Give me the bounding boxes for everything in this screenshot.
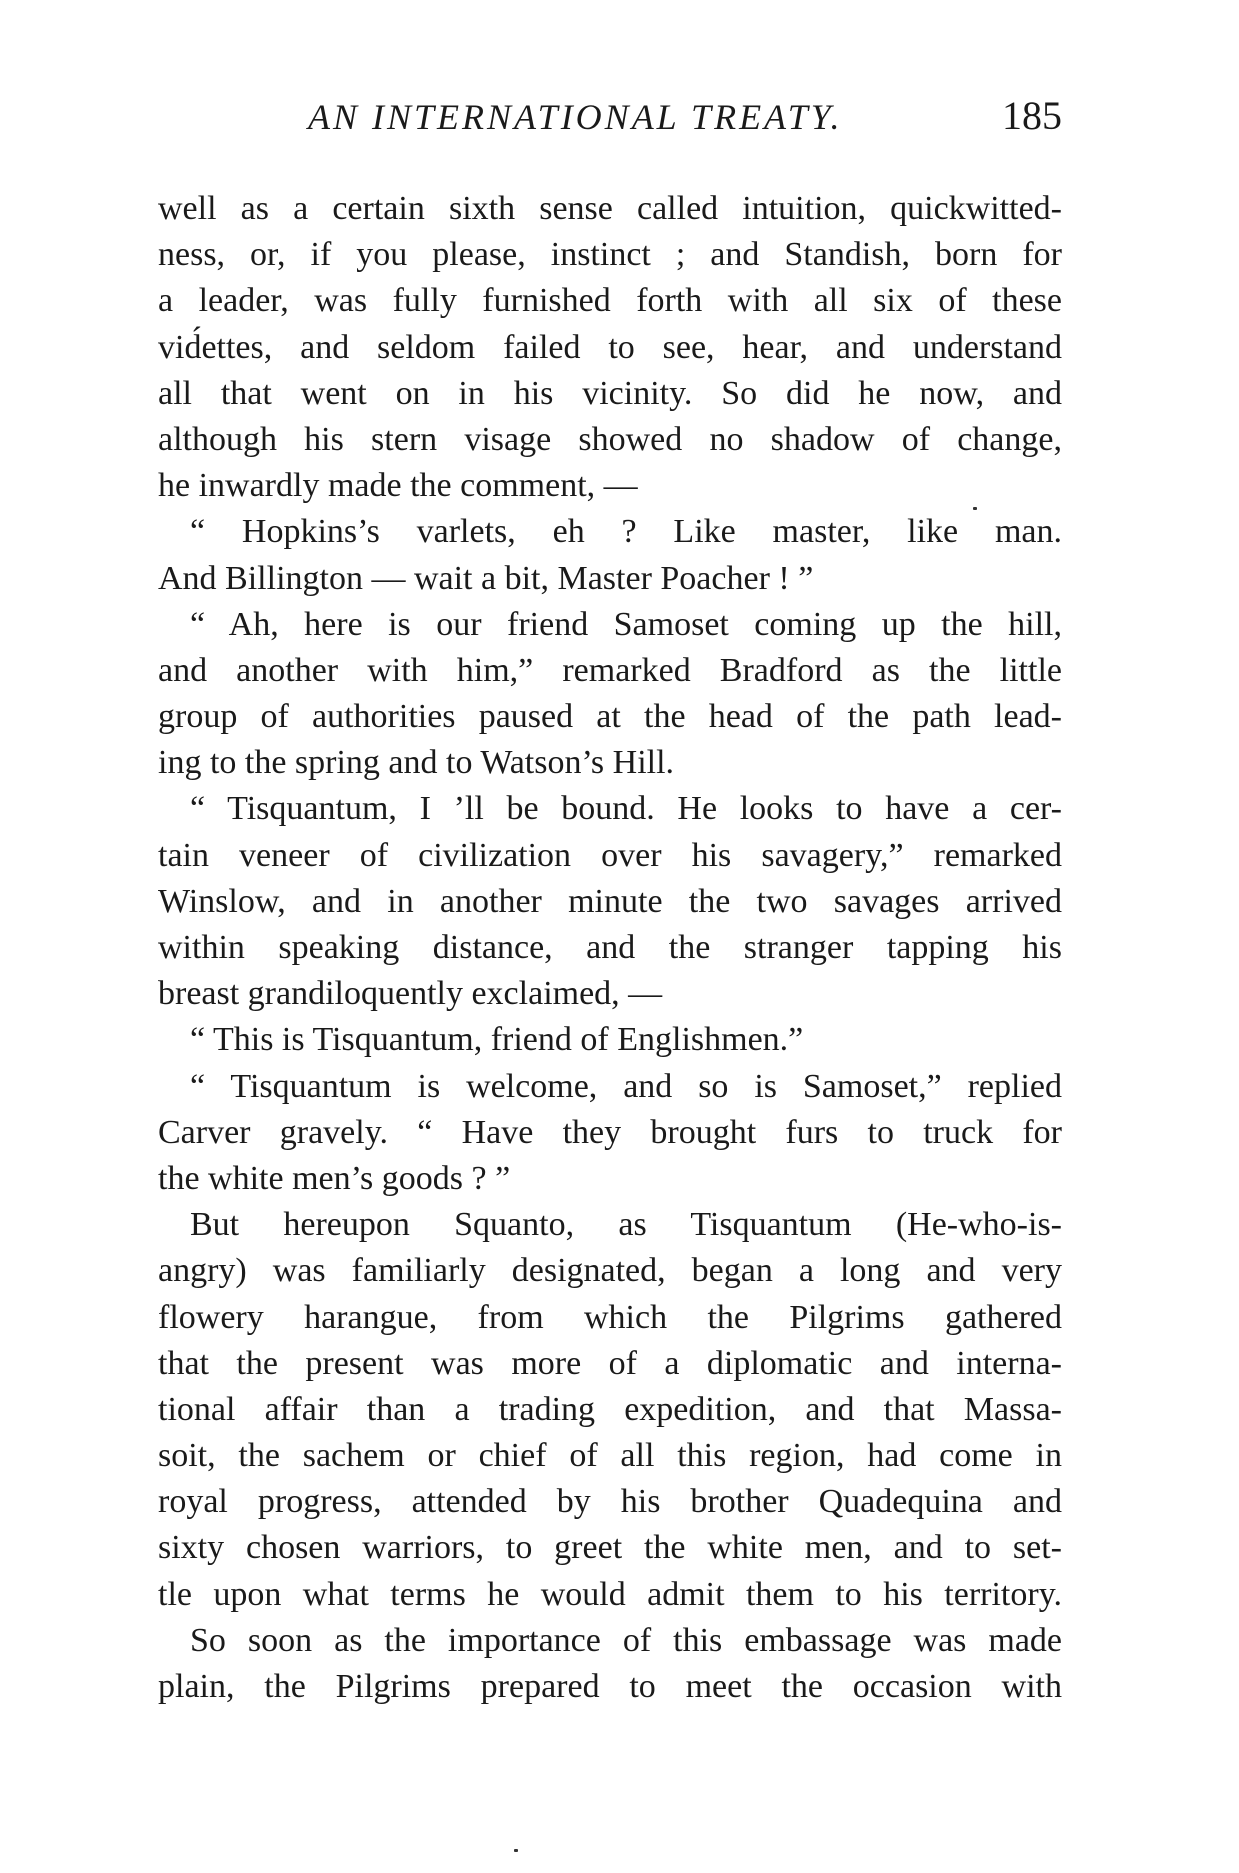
text-line: flowery harangue, from which the Pilgrims gathered [158, 1298, 1062, 1336]
text-line: Carver gravely. “ Have they brought furs to truck for [158, 1113, 1062, 1151]
text-line: within speaking distance, and the stranger tapping his [158, 929, 1062, 966]
text-line: angry) was familiarly designated, began a long and very [158, 1252, 1062, 1290]
text-line: breast grandiloquently exclaimed, — [158, 975, 663, 1013]
text-line: tle upon what terms he would admit them to his territory. [158, 1575, 1062, 1613]
text-line: although his stern visage showed no shadow of change, [158, 420, 1062, 458]
ink-speck [514, 1849, 518, 1852]
text-line: But hereupon Squanto, as Tisquantum (He-who-is- [190, 1206, 1062, 1244]
page-header [158, 92, 1062, 152]
text-line: “ This is Tisquantum, friend of Englishmen.” [190, 1021, 804, 1059]
text-line: and another with him,” remarked Bradford as the little [158, 651, 1062, 689]
text-line: royal progress, attended by his brother Quadequina and [158, 1483, 1062, 1521]
ink-speck [973, 507, 977, 510]
text-line: the white men’s goods ? ” [158, 1159, 511, 1197]
text-line: group of authorities paused at the head of the path lead- [158, 698, 1062, 736]
text-line: all that went on in his vicinity. So did he now, and [158, 374, 1062, 412]
text-line: ness, or, if you please, instinct ; and Standish, born for [158, 236, 1062, 274]
text-line: tional affair than a trading expedition, and that Massa- [158, 1390, 1062, 1428]
text-line: “ Hopkins’s varlets, eh ? Like master, like man. [190, 513, 1062, 551]
text-line: “ Tisquantum, I ’ll be bound. He looks to have a cer- [190, 790, 1062, 828]
text-line: “ Tisquantum is welcome, and so is Samoset,” replied [190, 1067, 1062, 1105]
text-line: ing to the spring and to Watson’s Hill. [158, 744, 675, 782]
text-line: sixty chosen warriors, to greet the white men, and to set- [158, 1529, 1062, 1567]
body-text [158, 186, 1062, 1710]
text-line: And Billington — wait a bit, Master Poacher ! ” [158, 559, 814, 597]
page-number: 185 [1002, 93, 1062, 138]
text-line: well as a certain sixth sense called intuition, quickwitted- [158, 190, 1062, 227]
text-line: he inwardly made the comment, — [158, 467, 638, 505]
text-line: a leader, was fully furnished forth with all six of these [158, 282, 1062, 320]
text-line: tain veneer of civilization over his savagery,” remarked [158, 836, 1062, 874]
text-line: Winslow, and in another minute the two savages arrived [158, 882, 1062, 920]
text-line: that the present was more of a diplomatic and interna- [158, 1344, 1062, 1382]
text-line: “ Ah, here is our friend Samoset coming up the hill, [190, 605, 1062, 643]
text-line: plain, the Pilgrims prepared to meet the occasion with [158, 1668, 1062, 1705]
text-line: So soon as the importance of this embassage was made [190, 1621, 1062, 1659]
running-title: AN INTERNATIONAL TREATY. [308, 97, 843, 137]
text-line: soit, the sachem or chief of all this region, had come in [158, 1437, 1062, 1475]
text-line: vid́ettes, and seldom failed to see, hear, and understand [158, 328, 1062, 366]
